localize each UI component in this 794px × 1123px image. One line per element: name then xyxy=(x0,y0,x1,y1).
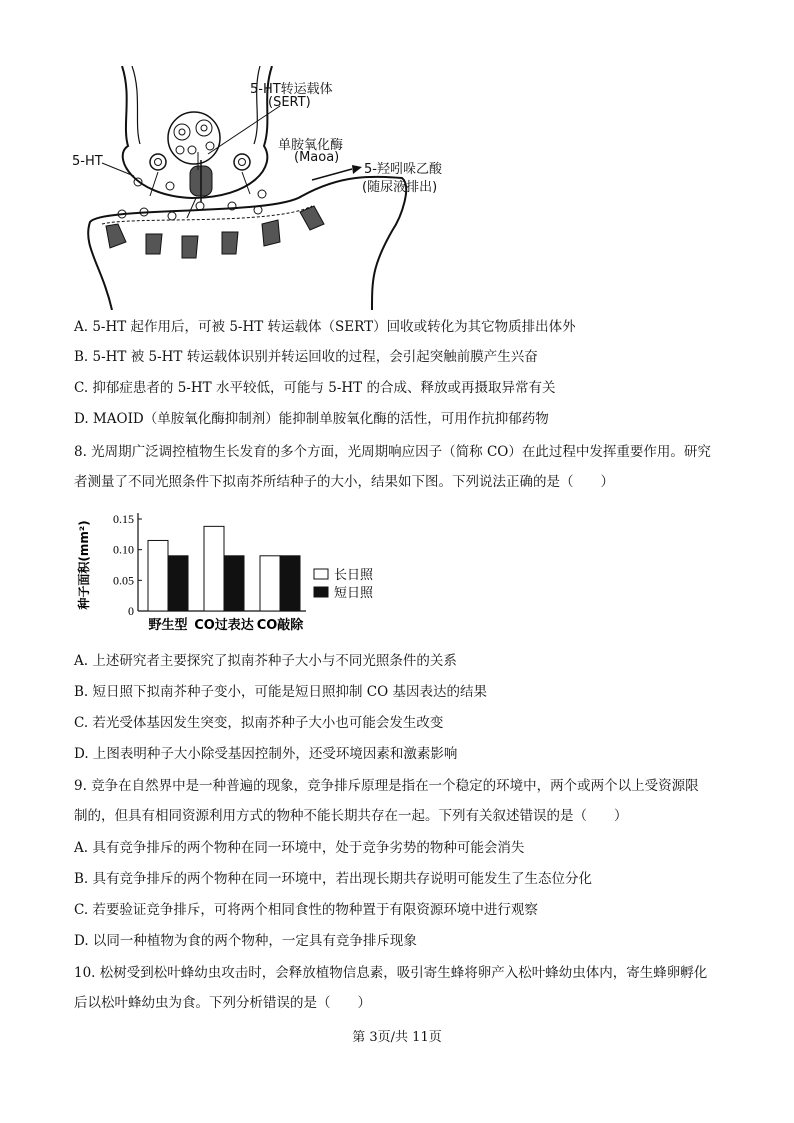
legend-label: 长日照 xyxy=(334,568,374,583)
q7-option-c: C. 抑郁症患者的 5-HT 水平较低，可能与 5-HT 的合成、释放或再摄取异常有关 xyxy=(74,380,556,396)
q8-option-c: C. 若光受体基因发生突变，拟南芥种子大小也可能会发生改变 xyxy=(74,715,444,731)
q9-option-c: C. 若要验证竞争排斥，可将两个相同食性的物种置于有限资源环境中进行观察 xyxy=(74,902,538,918)
y-tick-label: 0.10 xyxy=(113,542,134,557)
postsynaptic-membrane xyxy=(88,177,406,310)
q9-option-a: A. 具有竞争排斥的两个物种在同一环境中，处于竞争劣势的物种可能会消失 xyxy=(74,840,525,856)
y-axis-label: 种子面积(mm²) xyxy=(77,520,91,610)
q7-option-a: A. 5-HT 起作用后，可被 5-HT 转运载体（SERT）回收或转化为其它物质排出体外 xyxy=(74,319,576,335)
q9-option-b: B. 具有竞争排斥的两个物种在同一环境中，若出现长期共存说明可能发生了生态位分化 xyxy=(74,871,593,887)
bar-short-day xyxy=(168,556,188,611)
q7-option-b: B. 5-HT 被 5-HT 转运载体识别并转运回收的过程，会引起突触前膜产生兴奋 xyxy=(74,349,538,365)
y-tick-label: 0.05 xyxy=(113,573,134,588)
q9-stem-line2: 制的，但具有相同资源利用方式的物种不能长期共存在一起。下列有关叙述错误的是（ ） xyxy=(74,808,628,824)
legend-label: 短日照 xyxy=(334,586,374,601)
bar-long-day xyxy=(260,556,280,611)
page-footer: 第 3页/共 11页 xyxy=(352,1030,442,1045)
y-tick-label: 0 xyxy=(128,604,134,618)
q9-option-d: D. 以同一种植物为食的两个物种，一定具有竞争排斥现象 xyxy=(74,933,417,949)
bar-short-day xyxy=(224,556,244,611)
synapse-diagram xyxy=(72,66,492,310)
q8-stem-line2: 者测量了不同光照条件下拟南芥所结种子的大小，结果如下图。下列说法正确的是（ ） xyxy=(74,474,614,490)
maoa-label: 单胺氧化酶 xyxy=(278,138,344,153)
ht-label: 5-HT xyxy=(72,154,103,169)
bar-long-day xyxy=(204,526,224,611)
legend-swatch xyxy=(314,569,328,579)
q8-option-a: A. 上述研究者主要探究了拟南芥种子大小与不同光照条件的关系 xyxy=(74,653,457,669)
x-tick-label: CO过表达 xyxy=(194,618,254,633)
product-label: 5-羟吲哚乙酸 xyxy=(364,162,442,177)
x-tick-label: CO敲除 xyxy=(256,618,304,633)
q10-stem-line2: 后以松叶蜂幼虫为食。下列分析错误的是（ ） xyxy=(74,995,371,1011)
y-tick-label: 0.15 xyxy=(113,512,134,526)
q8-option-b: B. 短日照下拟南芥种子变小，可能是短日照抑制 CO 基因表达的结果 xyxy=(74,684,487,700)
q8-option-d: D. 上图表明种子大小除受基因控制外，还受环境因素和激素影响 xyxy=(74,746,458,762)
x-tick-label: 野生型 xyxy=(148,618,188,633)
seed-area-chart xyxy=(74,505,394,635)
product-note: (随尿液排出) xyxy=(362,180,438,195)
q8-stem-line1: 8. 光周期广泛调控植物生长发育的多个方面，光周期响应因子（简称 CO）在此过程中发挥重要作用。研究 xyxy=(74,444,711,460)
bar-long-day xyxy=(148,540,168,611)
legend-swatch xyxy=(314,587,328,597)
chart-svg xyxy=(74,505,394,635)
sert-abbr: (SERT) xyxy=(268,95,311,110)
q9-stem-line1: 9. 竞争在自然界中是一种普遍的现象，竞争排斥原理是指在一个稳定的环境中，两个或两个以上受资源限 xyxy=(74,778,699,794)
q7-option-d: D. MAOID（单胺氧化酶抑制剂）能抑制单胺氧化酶的活性，可用作抗抑郁药物 xyxy=(74,411,549,427)
bar-short-day xyxy=(280,556,300,611)
q10-stem-line1: 10. 松树受到松叶蜂幼虫攻击时，会释放植物信息素，吸引寄生蜂将卵产入松叶蜂幼虫体内，寄生蜂卵孵化 xyxy=(74,965,708,981)
sert-label: 5-HT转运载体 xyxy=(250,82,333,97)
maoa-abbr: (Maoa) xyxy=(294,150,340,165)
